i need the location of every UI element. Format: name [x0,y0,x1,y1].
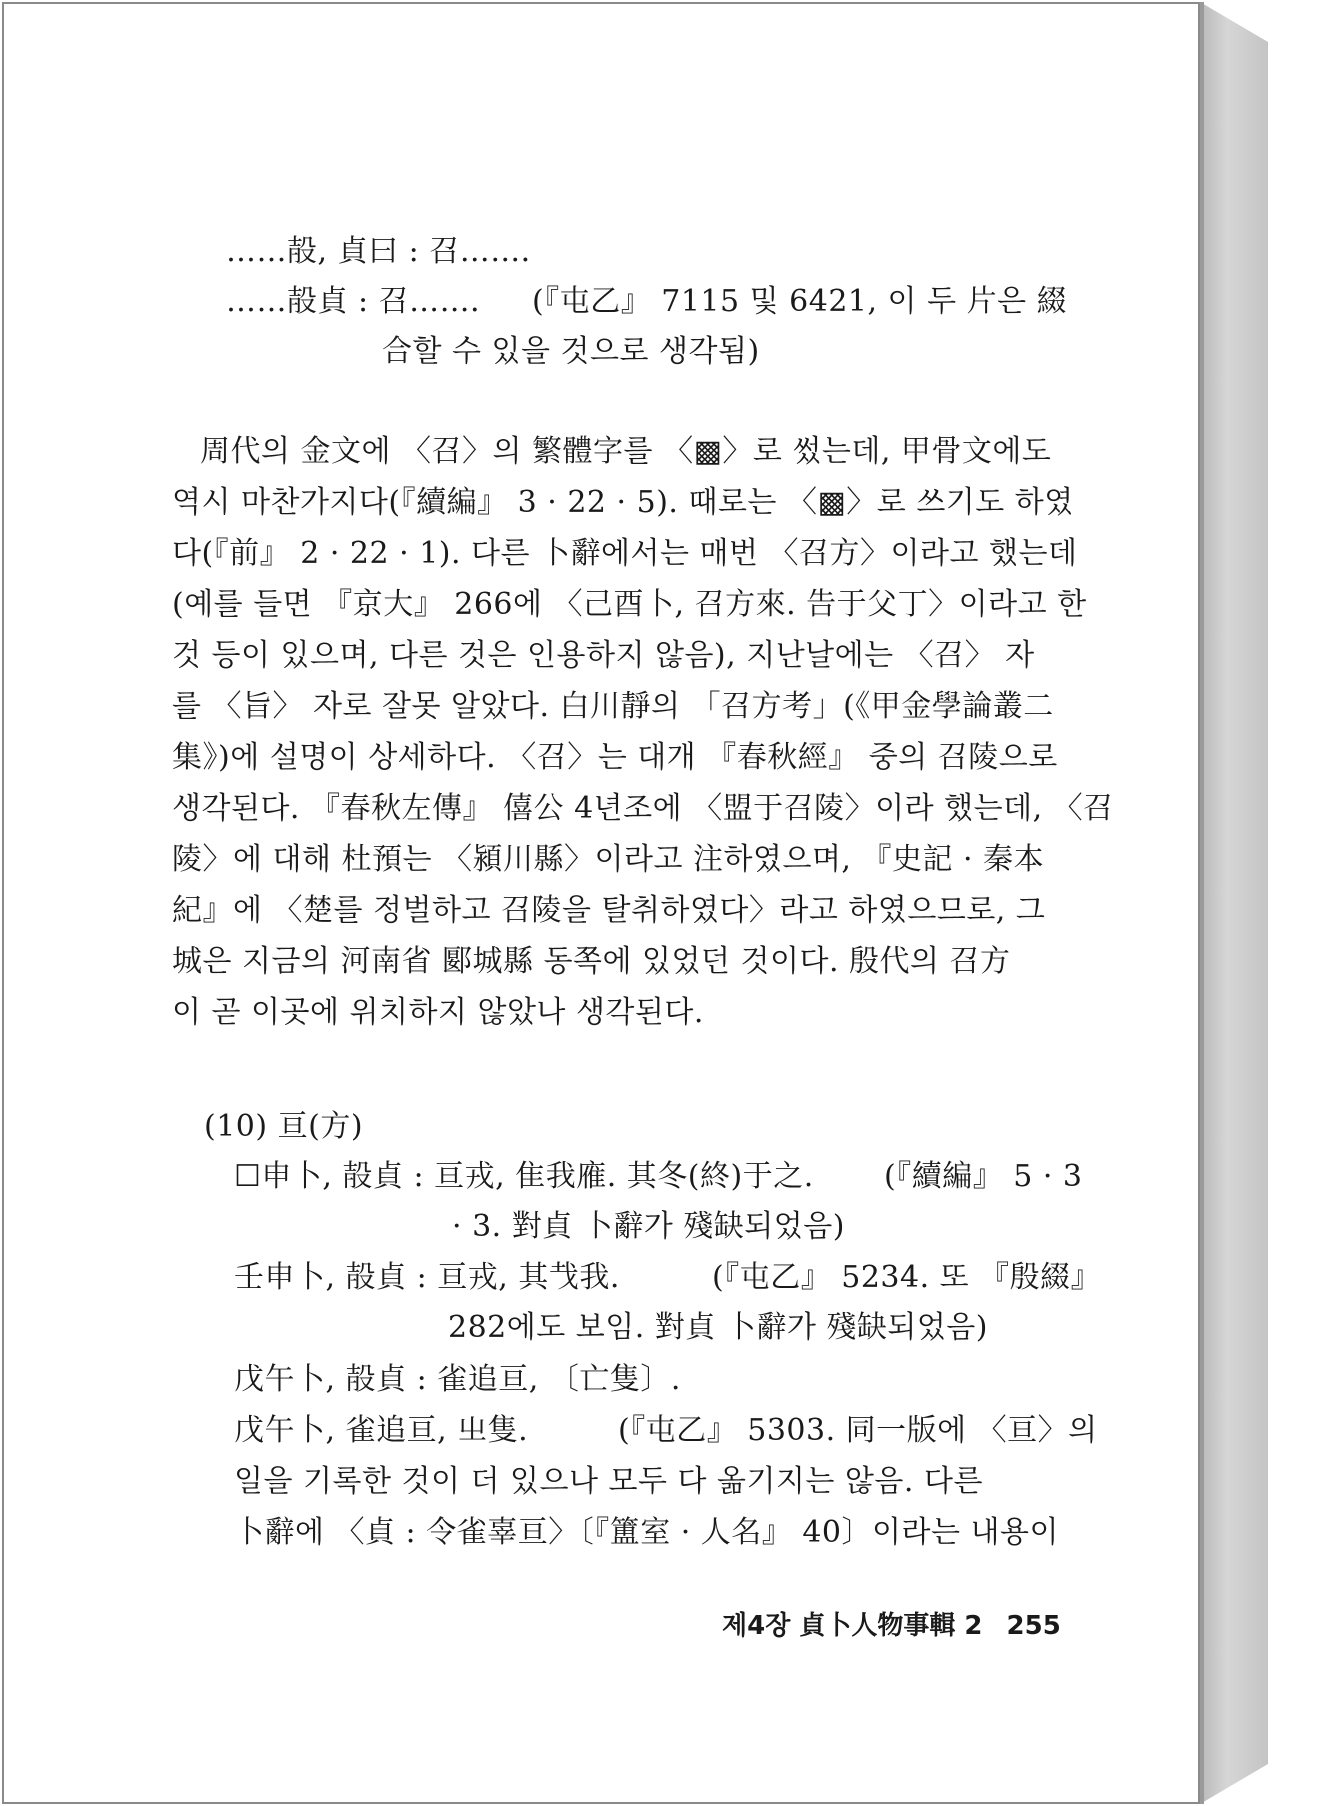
paragraph-line: 陵〉에 대해 杜預는 〈潁川縣〉이라고 注하였으며, 『史記 · 秦本 [172,842,1045,877]
book-edge-line [1200,2,1204,1804]
quote-line-2-note: (『屯乙』 7115 및 6421, 이 두 片은 綴 [532,284,1068,319]
section-entry: · 3. 對貞 卜辭가 殘缺되었음) [452,1209,845,1244]
paragraph-line: 역시 마찬가지다(『續編』 3 · 22 · 5). 때로는 〈▩〉로 쓰기도 하였 [172,485,1074,520]
book-edge [1200,2,1268,1804]
chapter-title: 제4장 貞卜人物事輯 2 [722,1611,983,1641]
entry-note: (『屯乙』 5303. 同一版에 〈亘〉의 [618,1413,1098,1448]
section-entry: 282에도 보임. 對貞 卜辭가 殘缺되었음) [448,1310,988,1345]
quote-line-3: 合할 수 있을 것으로 생각됨) [382,334,760,369]
paragraph-line: 다(『前』 2 · 22 · 1). 다른 卜辭에서는 매번 〈召方〉이라고 했는데 [172,536,1078,571]
section-entry: 卜辭에 〈貞 : 令雀辜亘〉〔『簠室 · 人名』 40〕이라는 내용이 [234,1515,1059,1550]
quote-line-2-text: ……㱿貞 : 召……． [226,284,501,319]
paragraph-line: 를 〈旨〉 자로 잘못 알았다. 白川靜의 「召方考」(《甲金學論叢二 [172,689,1054,724]
paragraph-line: 集》)에 설명이 상세하다. 〈召〉는 대개 『春秋經』 중의 召陵으로 [172,740,1058,775]
paragraph-line: 周代의 金文에 〈召〉의 繁體字를 〈▩〉로 썼는데, 甲骨文에도 [200,434,1052,469]
section-entry: 戊午卜, 㱿貞 : 雀追亘, 〔亡隻〕. [234,1362,681,1397]
paragraph-line: 이 곧 이곳에 위치하지 않았나 생각된다. [172,995,704,1030]
paragraph-line: 城은 지금의 河南省 郾城縣 동쪽에 있었던 것이다. 殷代의 召方 [172,944,1011,979]
quote-line-1: ……㱿, 貞曰 : 召……． [226,234,552,269]
paragraph-line: 생각된다. 『春秋左傳』 僖公 4년조에 〈盟于召陵〉이라 했는데, 〈召 [172,791,1114,826]
entry-text: 壬申卜, 㱿貞 : 亘戎, 其𢦏我. [234,1260,620,1295]
section-entry: 일을 기록한 것이 더 있으나 모두 다 옮기지는 않음. 다른 [234,1464,983,1499]
paragraph-line: 것 등이 있으며, 다른 것은 인용하지 않음), 지난날에는 〈召〉 자 [172,638,1035,673]
paragraph-line: 紀』에 〈楚를 정벌하고 召陵을 탈취하였다〉라고 하였으므로, 그 [172,893,1046,928]
section-heading: (10) 亘(方) [204,1109,364,1144]
entry-text: 戊午卜, 雀追亘, 㞢隻. [234,1413,529,1448]
page-number: 255 [1006,1611,1061,1641]
paragraph-line: (예를 들면 『京大』 266에 〈己酉卜, 召方來. 告于父丁〉이라고 한 [172,587,1087,622]
entry-note: (『屯乙』 5234. 또 『殷綴』 [712,1260,1102,1295]
entry-note: (『續編』 5 · 3 [884,1159,1083,1194]
page-footer [722,1608,1061,1644]
entry-text: ☐申卜, 㱿貞 : 亘戎, 隹我䧹. 其冬(終)于之. [234,1159,814,1194]
